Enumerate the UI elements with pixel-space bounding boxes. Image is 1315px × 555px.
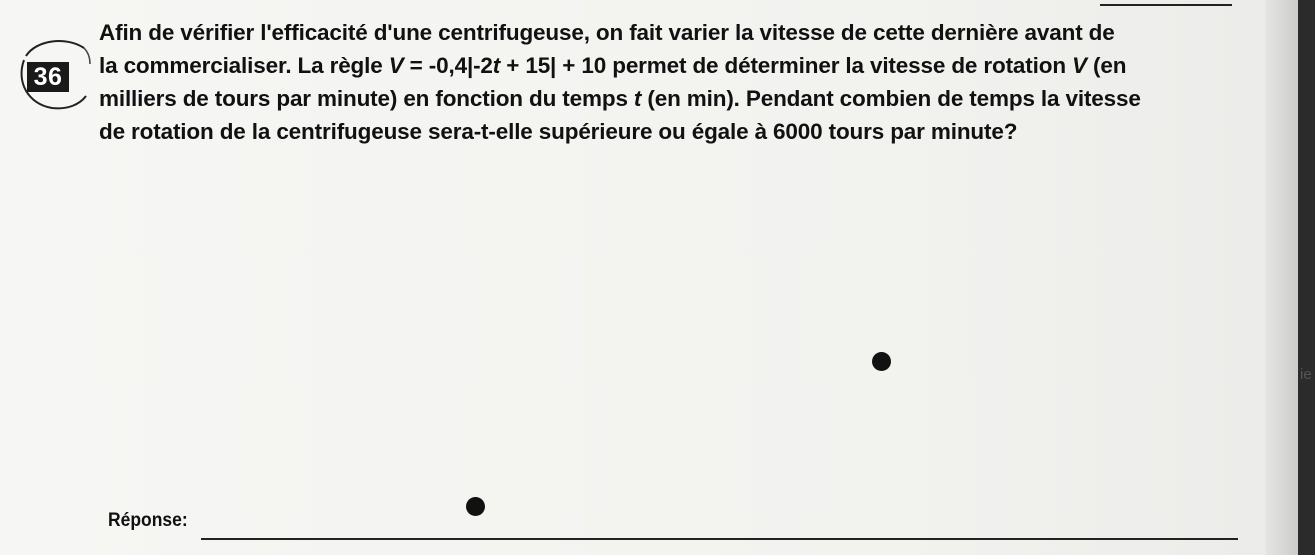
- problem-line-4: de rotation de la centrifugeuse sera-t-elle supérieure ou égale à 6000 tours par minute?: [99, 119, 1018, 144]
- problem-number: 36: [27, 62, 69, 92]
- answer-line[interactable]: [201, 538, 1238, 540]
- answer-label: Réponse:: [108, 510, 188, 531]
- ink-dot: [466, 497, 485, 516]
- top-rule: [1100, 4, 1232, 6]
- ink-dot: [872, 352, 891, 371]
- page-edge-shadow: [1298, 0, 1315, 555]
- problem-line-3: milliers de tours par minute) en fonction du temps t (en min). Pendant combien de temps la vitesse: [99, 86, 1141, 111]
- problem-statement: [99, 16, 1229, 148]
- edge-text: ie: [1300, 366, 1312, 383]
- problem-line-1: Afin de vérifier l'efficacité d'une centrifugeuse, on fait varier la vitesse de cette dernière avant de: [99, 20, 1115, 45]
- problem-line-2: la commercialiser. La règle V = -0,4|-2t + 15| + 10 permet de déterminer la vitesse de rotation V (en: [99, 53, 1127, 78]
